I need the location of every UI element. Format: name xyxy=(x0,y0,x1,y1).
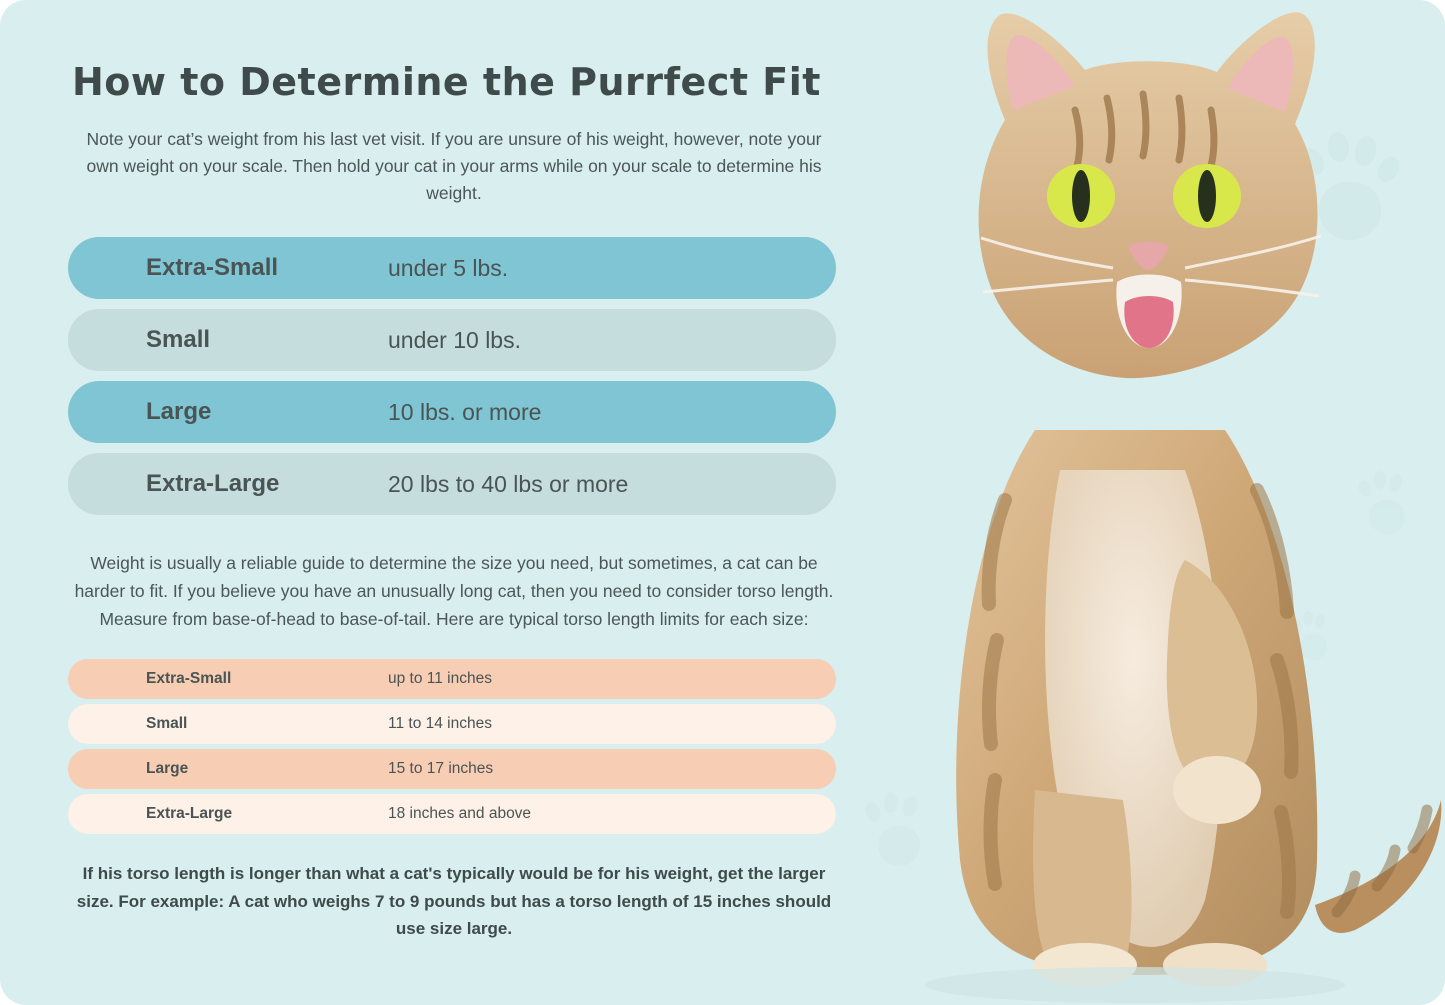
size-value: 20 lbs to 40 lbs or more xyxy=(388,470,629,497)
table-row xyxy=(68,659,836,699)
table-row xyxy=(68,704,836,744)
table-row xyxy=(68,749,836,789)
torso-length-table xyxy=(68,659,840,834)
size-label: Extra-Small xyxy=(146,254,279,282)
size-value: 11 to 14 inches xyxy=(388,715,492,733)
size-label: Small xyxy=(146,715,188,733)
table-row xyxy=(68,794,836,834)
size-label: Extra-Small xyxy=(146,670,232,688)
size-value: under 10 lbs. xyxy=(388,326,521,353)
size-value: 18 inches and above xyxy=(388,805,532,823)
size-label: Small xyxy=(146,326,211,354)
size-label: Extra-Large xyxy=(146,470,280,498)
intro-paragraph: Note your cat’s weight from his last vet visit. If you are unsure of his weight, however, note your own weight on your scale. Then hold your cat in your arms while on your scale to determine his weight. xyxy=(86,129,822,204)
table-row xyxy=(68,309,836,371)
table-row xyxy=(68,381,836,443)
size-value: under 5 lbs. xyxy=(388,254,509,281)
size-value: 10 lbs. or more xyxy=(388,398,542,425)
size-value: up to 11 inches xyxy=(388,670,492,688)
weight-size-table xyxy=(68,237,840,515)
table-row xyxy=(68,453,836,515)
size-label: Large xyxy=(146,760,189,778)
footer-note: If his torso length is longer than what a cat's typically would be for his weight, get the larger size. For example: A cat who weighs 7 to 9 pounds but has a torso length of 15 inches should use size large. xyxy=(76,864,832,939)
size-label: Extra-Large xyxy=(146,805,233,823)
page-title: How to Determine the Purrfect Fit xyxy=(72,60,821,104)
size-value: 15 to 17 inches xyxy=(388,760,494,778)
size-label: Large xyxy=(146,398,212,426)
torso-explanation-paragraph: Weight is usually a reliable guide to determine the size you need, but sometimes, a cat can be harder to fit. If you believe you have an unusually long cat, then you need to consider torso length. Measure from base-of-head to base-of-tail. Here are typical torso length limits for each size: xyxy=(74,553,834,630)
table-row xyxy=(68,237,836,299)
cat-photo xyxy=(885,0,1445,1005)
